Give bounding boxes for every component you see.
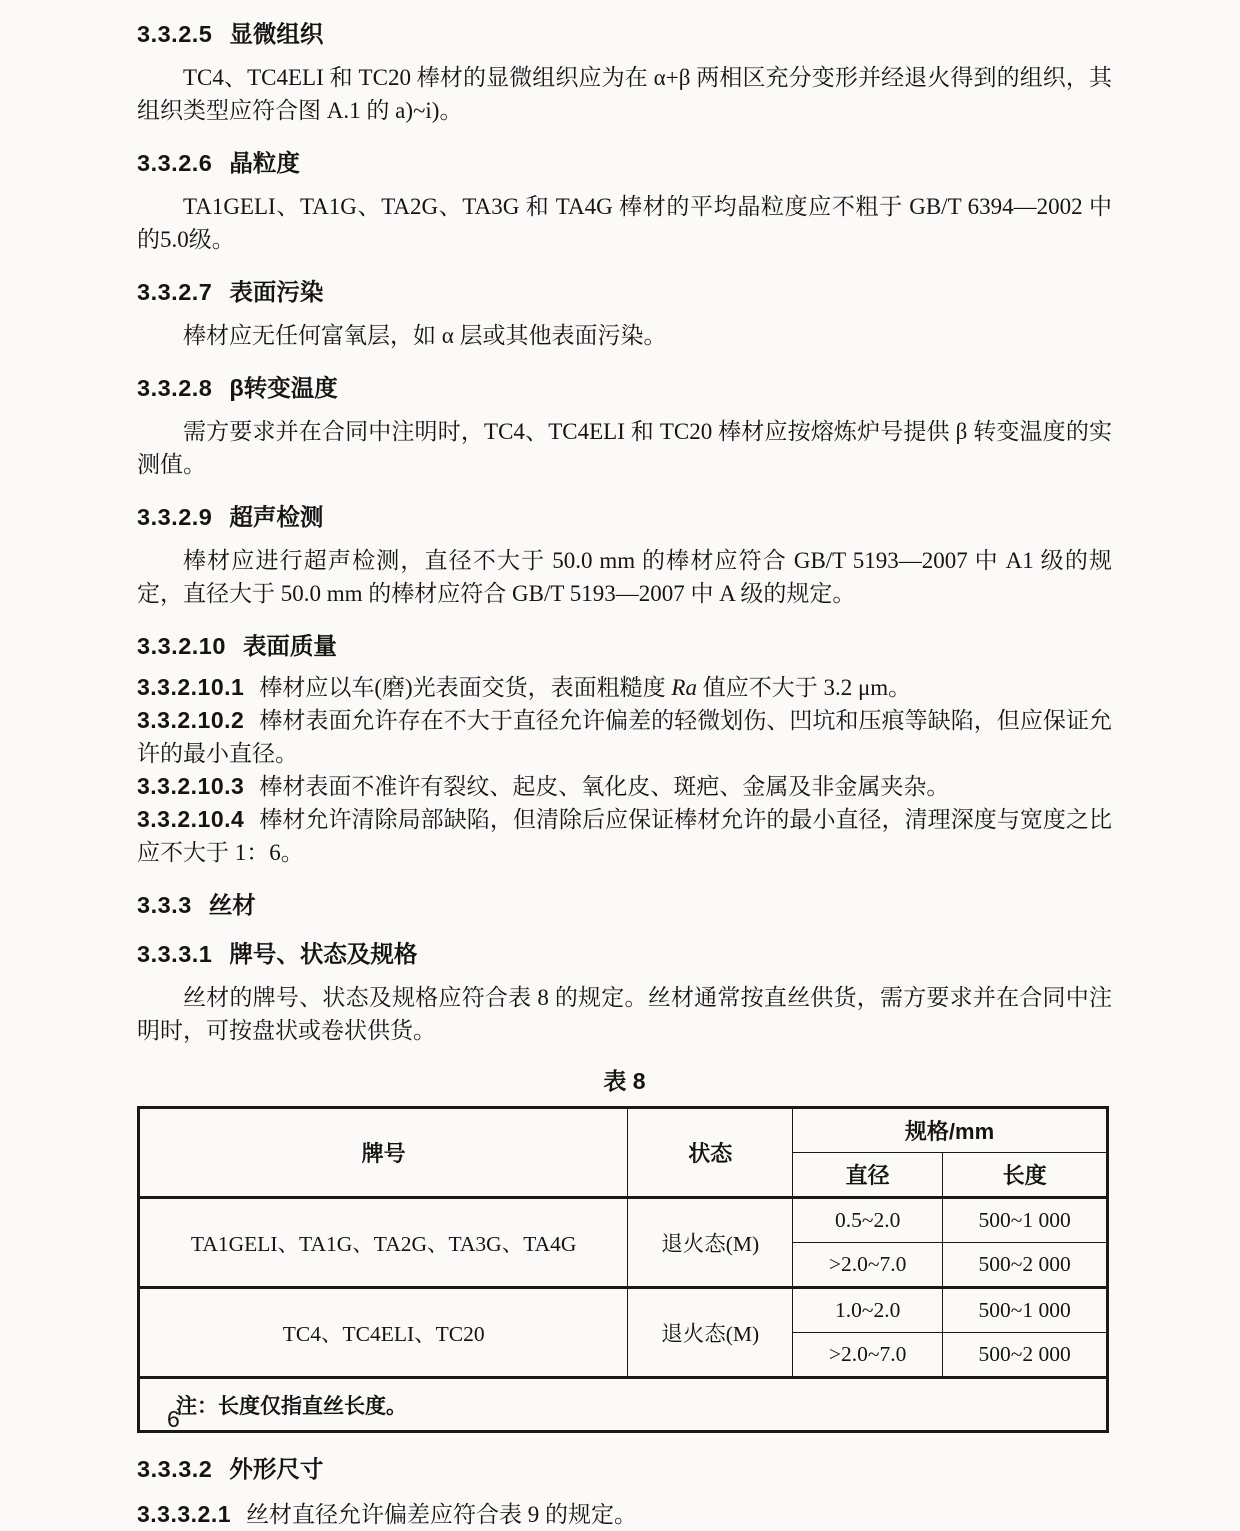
clause-number: 3.3.2.9 xyxy=(137,504,213,530)
clause-text: 棒材允许清除局部缺陷，但清除后应保证棒材允许的最小直径，清理深度与宽度之比应不大于 1：6。 xyxy=(137,807,1112,865)
paragraph-surface-contamination: 棒材应无任何富氧层，如 α 层或其他表面污染。 xyxy=(183,323,667,348)
clause-text: 棒材表面允许存在不大于直径允许偏差的轻微划伤、凹坑和压痕等缺陷，但应保证允许的最小直径。 xyxy=(137,708,1112,766)
grade-cell: TC4、TC4ELI、TC20 xyxy=(139,1288,628,1378)
table8-header-length: 长度 xyxy=(943,1153,1108,1198)
length-cell: 500~2 000 xyxy=(943,1243,1108,1288)
heading-3-3-2-8 xyxy=(137,372,1112,405)
clause-number: 3.3.2.10.2 xyxy=(137,707,245,733)
heading-title: 丝材 xyxy=(208,892,256,918)
table8-note: 注：长度仅指直丝长度。 xyxy=(139,1378,1108,1432)
heading-3-3-2-6 xyxy=(137,147,1112,180)
length-cell: 500~1 000 xyxy=(943,1198,1108,1243)
paragraph-grain-size: TA1GELI、TA1G、TA2G、TA3G 和 TA4G 棒材的平均晶粒度应不粗于 GB/T 6394—2002 中的5.0级。 xyxy=(137,194,1112,252)
clause-text: 丝材直径允许偏差应符合表 9 的规定。 xyxy=(246,1502,638,1527)
heading-3-3-3 xyxy=(137,889,1112,922)
heading-title: β转变温度 xyxy=(229,375,338,401)
length-cell: 500~2 000 xyxy=(943,1333,1108,1378)
diameter-cell: >2.0~7.0 xyxy=(793,1243,943,1288)
clause-number: 3.3.3.1 xyxy=(137,941,213,967)
clause-text: 棒材表面不准许有裂纹、起皮、氧化皮、斑疤、金属及非金属夹杂。 xyxy=(259,774,950,799)
clause-3-3-3-2-1 xyxy=(137,1498,1112,1531)
clause-number: 3.3.3.2.1 xyxy=(137,1501,232,1527)
paragraph-ultrasonic: 棒材应进行超声检测，直径不大于 50.0 mm 的棒材应符合 GB/T 5193—2007 中 A1 级的规定，直径大于 50.0 mm 的棒材应符合 GB/T 5193—2007 中 A 级的规定。 xyxy=(137,548,1112,606)
heading-3-3-2-7 xyxy=(137,276,1112,309)
table8-header-diameter: 直径 xyxy=(793,1153,943,1198)
clause-number: 3.3.2.8 xyxy=(137,375,213,401)
clause-number: 3.3.2.10.1 xyxy=(137,674,245,700)
heading-title: 表面污染 xyxy=(229,279,324,305)
heading-title: 外形尺寸 xyxy=(229,1456,324,1482)
page-number: 6 xyxy=(167,1406,180,1432)
heading-3-3-3-1 xyxy=(137,938,1112,971)
paragraph-beta-transus: 需方要求并在合同中注明时，TC4、TC4ELI 和 TC20 棒材应按熔炼炉号提供 β 转变温度的实测值。 xyxy=(137,419,1112,477)
grade-cell: TA1GELI、TA1G、TA2G、TA3G、TA4G xyxy=(139,1198,628,1288)
table8-header-grade: 牌号 xyxy=(139,1108,628,1198)
heading-3-3-2-5 xyxy=(137,18,1112,51)
heading-title: 晶粒度 xyxy=(229,150,300,176)
clause-number: 3.3.2.10.3 xyxy=(137,773,245,799)
heading-title: 牌号、状态及规格 xyxy=(229,941,418,967)
heading-3-3-3-2 xyxy=(137,1453,1112,1486)
heading-title: 显微组织 xyxy=(229,21,324,47)
roughness-symbol: Ra xyxy=(671,675,697,700)
diameter-cell: 1.0~2.0 xyxy=(793,1288,943,1333)
surface-quality-clauses xyxy=(137,671,1112,869)
table-8-header xyxy=(139,1108,1108,1198)
clause-3-3-2-10-4 xyxy=(137,803,1112,869)
clause-text: 值应不大于 3.2 μm。 xyxy=(696,675,912,700)
table-note-row xyxy=(139,1378,1108,1432)
clause-3-3-2-10-3 xyxy=(137,770,1112,803)
heading-3-3-2-10 xyxy=(137,630,1112,663)
table8-header-spec: 规格/mm xyxy=(793,1108,1108,1153)
clause-3-3-2-10-1 xyxy=(137,671,1112,704)
table-row xyxy=(139,1288,1108,1333)
clause-number: 3.3.2.7 xyxy=(137,279,213,305)
length-cell: 500~1 000 xyxy=(943,1288,1108,1333)
paragraph-wire-supply: 丝材的牌号、状态及规格应符合表 8 的规定。丝材通常按直丝供货，需方要求并在合同中注明时，可按盘状或卷状供货。 xyxy=(137,985,1112,1043)
clause-number: 3.3.2.6 xyxy=(137,150,213,176)
clause-number: 3.3.3.2 xyxy=(137,1456,213,1482)
table-8 xyxy=(137,1106,1109,1433)
paragraph-microstructure: TC4、TC4ELI 和 TC20 棒材的显微组织应为在 α+β 两相区充分变形并经退火得到的组织，其组织类型应符合图 A.1 的 a)~i)。 xyxy=(137,65,1112,123)
clause-number: 3.3.2.10.4 xyxy=(137,806,245,832)
state-cell: 退火态(M) xyxy=(628,1198,793,1288)
heading-title: 超声检测 xyxy=(229,504,324,530)
diameter-cell: 0.5~2.0 xyxy=(793,1198,943,1243)
heading-title: 表面质量 xyxy=(242,633,337,659)
table-8-caption: 表 8 xyxy=(603,1068,646,1094)
clause-number: 3.3.2.10 xyxy=(137,633,226,659)
clause-3-3-2-10-2 xyxy=(137,704,1112,770)
table8-header-state: 状态 xyxy=(628,1108,793,1198)
state-cell: 退火态(M) xyxy=(628,1288,793,1378)
table-row xyxy=(139,1198,1108,1243)
heading-3-3-2-9 xyxy=(137,501,1112,534)
diameter-cell: >2.0~7.0 xyxy=(793,1333,943,1378)
clause-number: 3.3.2.5 xyxy=(137,21,213,47)
clause-text: 棒材应以车(磨)光表面交货，表面粗糙度 xyxy=(259,675,672,700)
clause-number: 3.3.3 xyxy=(137,892,192,918)
